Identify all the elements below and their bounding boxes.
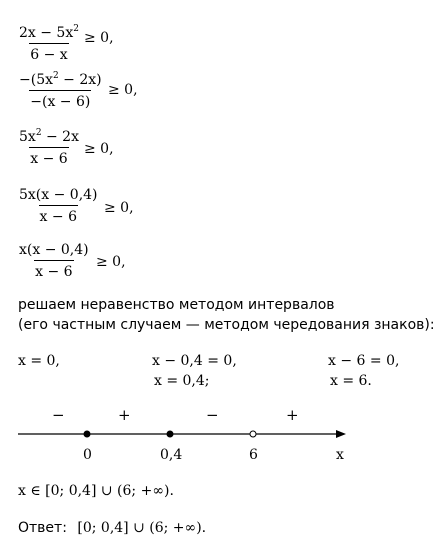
numerator-step-4: 5x(x − 0,4): [19, 187, 98, 203]
point-label-0-4: 0,4: [160, 447, 183, 463]
root-equation-1: x = 0,: [18, 353, 60, 369]
root-solution-2: x = 0,4;: [154, 373, 210, 389]
relation-step-3: ≥ 0,: [84, 141, 114, 157]
relation-step-4: ≥ 0,: [104, 200, 134, 216]
denominator-step-2: −(x − 6): [29, 90, 91, 109]
point-0: [84, 431, 90, 437]
relation-step-1: ≥ 0,: [84, 30, 114, 46]
interval-sign-4: +: [286, 406, 299, 424]
denominator-step-4: x − 6: [39, 205, 78, 224]
point-label-6: 6: [249, 447, 258, 463]
method-text-line-2: (его частным случаем — методом чередования знаков):: [18, 317, 435, 333]
root-equation-3: x − 6 = 0,: [328, 353, 400, 369]
method-text-line-1: решаем неравенство методом интервалов: [18, 297, 335, 313]
interval-sign-1: −: [52, 406, 65, 424]
denominator-step-3: x − 6: [29, 147, 68, 166]
point-6: [250, 431, 256, 437]
answer-value: [0; 0,4] ∪ (6; +∞).: [77, 520, 207, 536]
answer-label: Ответ:: [18, 520, 67, 536]
number-line-arrow: [336, 430, 346, 438]
relation-step-2: ≥ 0,: [108, 82, 138, 98]
root-equation-2: x − 0,4 = 0,: [152, 353, 237, 369]
numerator-step-2: $-(5x^2 - 2x)$: [19, 71, 102, 88]
denominator-step-5: x − 6: [34, 260, 73, 279]
solution-set: x ∈ [0; 0,4] ∪ (6; +∞).: [18, 483, 174, 499]
point-label-0: 0: [83, 447, 92, 463]
numerator-step-5: x(x − 0,4): [19, 242, 89, 258]
relation-step-5: ≥ 0,: [96, 254, 126, 270]
answer-line: [18, 521, 206, 535]
interval-sign-3: −: [206, 406, 219, 424]
root-solution-3: x = 6.: [330, 373, 372, 389]
numerator-step-1: $2x - 5x^2$: [19, 24, 79, 41]
point-0-4: [167, 431, 173, 437]
interval-sign-2: +: [118, 406, 131, 424]
axis-label-x: x: [336, 447, 344, 463]
denominator-step-1: 6 − x: [29, 43, 68, 62]
numerator-step-3: $5x^2 - 2x$: [19, 128, 79, 145]
